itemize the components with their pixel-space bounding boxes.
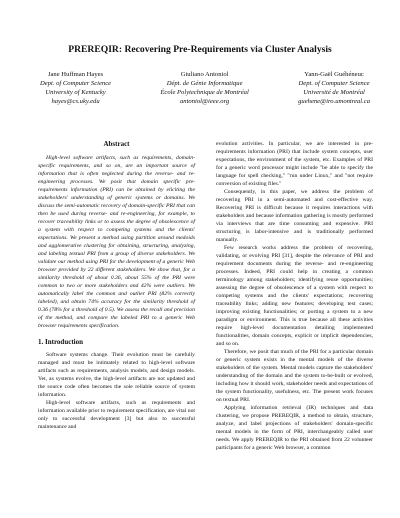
paragraph: High-level software artifacts, such as requirements and information available prior to requirement specification, are vital not only to successful development [3] but also to successful maintenance and (38, 400, 195, 430)
paragraph: Therefore, we posit that much of the PRI for a particular domain or generic system exists in the mental models of the diverse stakeholders of the system. Mental models capture the stakeholders' understanding of the domain and the system to-be-built or evolved, including how it should work, stakeholder needs and expectations of the system functionality, usefulness, etc. The present work focuses on textual PRI. (216, 349, 373, 403)
author-inst: École Polytechnique de Montréal (160, 89, 249, 96)
author-name: Yann-Gaël Guéhéneuc (304, 71, 364, 78)
author-block (40, 70, 370, 106)
author-inst: University of Kentucky (45, 89, 106, 96)
author-2 (160, 70, 248, 106)
author-inst: Université de Montréal (303, 89, 365, 96)
author-3 (298, 70, 370, 106)
paragraph: Applying information retrieval (IR) techniques and data clustering, we propose PREREQIR, a method to obtain, structure, analyze, and label projections of stakeholders' domain-specific mental models in the form of PRI, interchangeably called user needs. We apply PREREQIR to the PRI obtained from 22 volunteer participants for a generic Web browser, a common (216, 405, 373, 451)
author-email: hayes@cs.uky.edu (51, 98, 100, 105)
author-email: antoniol@ieee.org (179, 98, 230, 105)
paragraph: evolution activities. In particular, we are interested in pre-requirements information (PRI) that include system concepts, user expectations, the environment of the system, etc. Examples of PRI for a generic word processor might include "be able to specify the language for spell checking," "run under Linux," and "not require conversion of existing files." (216, 141, 373, 187)
paper-title: PREREQIR: Recovering Pre-Requirements via Cluster Analysis (68, 44, 332, 55)
paragraph: Consequently, in this paper, we address the problem of recovering PRI in a semi-automated and cost-effective way. Recovering PRI is difficult because it requires interactions with stakeholders and because information gathering is mostly performed via interviews that are time consuming and expensive. PRI structuring is labor-intensive and is traditionally performed manually. (216, 189, 373, 243)
author-dept: Dept. of Computer Science (298, 80, 370, 87)
author-email: guehene@iro.umontreal.ca (298, 98, 370, 105)
left-column (38, 140, 195, 431)
abstract-heading: Abstract (103, 140, 130, 148)
author-name: Jane Huffman Hayes (47, 71, 104, 78)
paragraph: Few research works address the problem of recovering, validating, or evolving PRI [31], despite the relevance of PRI and requirement documents during the reverse- and re-engineering processes. Indeed, PRI could help in creating a common terminology among stakeholders; identifying reuse opportunities; assessing the degree of obsolescence of a system with respect to competing systems and the clients' expectations; recovering traceability links; adding new features; developing test cases; improving existing functionalities; or porting a system to a new paradigm or environment. This is true because all these activities require high-level documentation detailing implemented functionalities, domain concepts, explicit or implicit dependencies, and so on. (216, 245, 373, 347)
author-dept: Dept. of Computer Science (40, 80, 112, 87)
author-name: Giuliano Antoniol (180, 71, 229, 78)
section-heading-introduction: 1. Introduction (38, 338, 83, 346)
abstract-text: High-level software artifacts, such as requirements, domain-specific requirements, and so on, are an important source of information that is often neglected during the reverse- and re-engineering processes. We posit that domain specific pre-requirements information (PRI) can be obtained by eliciting the stakeholders' understanding of generic systems or domains. We discuss the semi-automatic recovery of domain-specific PRI that can then be used during reverse- and re-engineering, for example, to recover traceability links or to assess the degree of obsolescence of a system with respect to competing systems and the clients' expectations. We present a method using partition around medoids and agglomerative clustering for obtaining, structuring, analyzing, and labeling textual PRI from a group of diverse stakeholders. We validate our method using PRI for the development of a generic Web browser provided by 22 different stakeholders. We show that, for a similarity threshold of about 0.36, about 55% of the PRI were common to two or more stakeholders and 42% were outliers. We automatically label the common and outlier PRI (82% correctly labeled), and obtain 74% accuracy for the similarity threshold of 0.36 (78% for a threshold of 0.5). We assess the recall and precision of the method, and compare the labeled PRI to a generic Web browser requirements specification. (38, 155, 195, 329)
author-dept: Dépt. de Génie Informatique (166, 80, 243, 87)
author-1 (40, 70, 111, 106)
paragraph: Software systems change. Their evolution must be carefully managed and must be intimately related to high-level software artifacts such as requirements, analysis models, and design models. Yet, as systems evolve, the high-level artifacts are not updated and the source code often becomes the sole reliable source of system information. (38, 352, 195, 398)
right-column (216, 140, 373, 452)
